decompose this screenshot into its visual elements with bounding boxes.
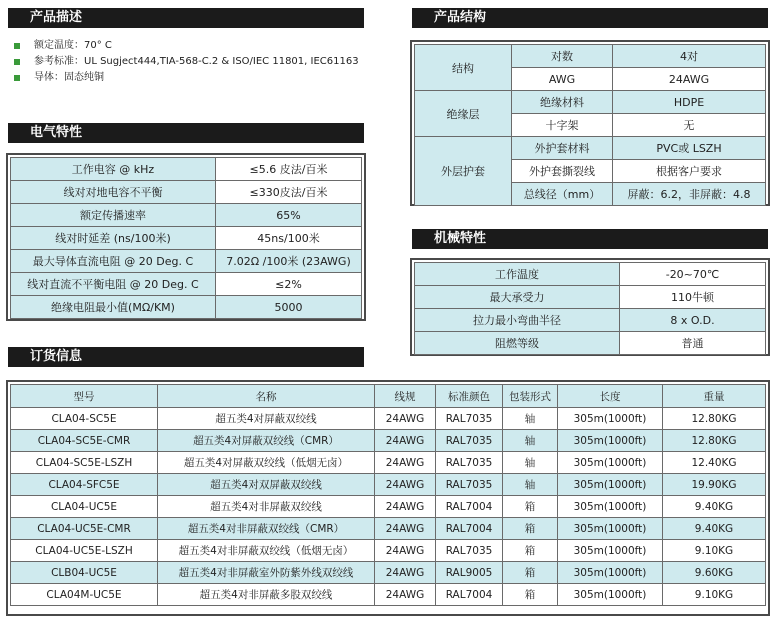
value-cell: ≤330皮法/百米 (216, 181, 362, 204)
label-cell: 额定传播速率 (11, 204, 216, 227)
group-cell: 外层护套 (415, 137, 512, 206)
group-cell: 绝缘层 (415, 91, 512, 137)
table-row (11, 181, 362, 204)
length-cell: 305m(1000ft) (558, 430, 663, 452)
length-cell: 305m(1000ft) (558, 452, 663, 474)
mechanical-title: 机械特性 (412, 229, 768, 249)
package-cell: 轴 (503, 452, 558, 474)
model-cell: CLA04-UC5E (11, 496, 158, 518)
label-cell: 阻燃等级 (415, 332, 620, 355)
gauge-cell: 24AWG (375, 430, 436, 452)
product-description-title: 产品描述 (8, 8, 364, 28)
color-cell: RAL7004 (436, 496, 503, 518)
weight-cell: 9.60KG (663, 562, 766, 584)
gauge-cell: 24AWG (375, 584, 436, 606)
bullet-icon (14, 75, 20, 81)
table-row (11, 408, 766, 430)
model-cell: CLA04M-UC5E (11, 584, 158, 606)
label-cell: 线对对地电容不平衡 (11, 181, 216, 204)
value-cell: ≤5.6 皮法/百米 (216, 158, 362, 181)
gauge-cell: 24AWG (375, 474, 436, 496)
gauge-cell: 24AWG (375, 562, 436, 584)
label-cell: 最大承受力 (415, 286, 620, 309)
model-cell: CLA04-SC5E (11, 408, 158, 430)
table-row (415, 309, 766, 332)
name-cell: 超五类4对非屏蔽双绞线（低烟无卤） (158, 540, 375, 562)
label-cell: 总线径（mm） (512, 183, 613, 206)
column-header: 重量 (663, 385, 766, 408)
order-info-title: 订货信息 (8, 347, 364, 367)
bullet-icon (14, 59, 20, 65)
mechanical-panel (410, 258, 770, 356)
list-item: 额定温度：70° C (14, 38, 359, 54)
length-cell: 305m(1000ft) (558, 474, 663, 496)
group-cell: 结构 (415, 45, 512, 91)
name-cell: 超五类4对屏蔽双绞线（CMR） (158, 430, 375, 452)
table-row (415, 91, 766, 114)
value-cell: 45ns/100米 (216, 227, 362, 250)
label-cell: AWG (512, 68, 613, 91)
package-cell: 箱 (503, 518, 558, 540)
table-row (11, 540, 766, 562)
package-cell: 轴 (503, 430, 558, 452)
length-cell: 305m(1000ft) (558, 496, 663, 518)
table-row (11, 474, 766, 496)
color-cell: RAL7035 (436, 430, 503, 452)
order-info-panel (6, 380, 770, 616)
column-header: 线规 (375, 385, 436, 408)
weight-cell: 19.90KG (663, 474, 766, 496)
table-row (415, 286, 766, 309)
value-cell: 8 x O.D. (620, 309, 766, 332)
table-row (11, 158, 362, 181)
name-cell: 超五类4对屏蔽双绞线 (158, 408, 375, 430)
label-cell: 外护套材料 (512, 137, 613, 160)
length-cell: 305m(1000ft) (558, 540, 663, 562)
table-row (11, 584, 766, 606)
electrical-table (10, 157, 362, 319)
table-row (11, 204, 362, 227)
color-cell: RAL7035 (436, 408, 503, 430)
value-cell: PVC或 LSZH (613, 137, 766, 160)
label-cell: 拉力最小弯曲半径 (415, 309, 620, 332)
label-cell: 工作温度 (415, 263, 620, 286)
table-row (415, 263, 766, 286)
package-cell: 箱 (503, 562, 558, 584)
name-cell: 超五类4对非屏蔽多股双绞线 (158, 584, 375, 606)
weight-cell: 12.40KG (663, 452, 766, 474)
weight-cell: 9.10KG (663, 540, 766, 562)
list-item: 导体：固态纯铜 (14, 70, 359, 86)
label-cell: 外护套撕裂线 (512, 160, 613, 183)
color-cell: RAL7035 (436, 540, 503, 562)
length-cell: 305m(1000ft) (558, 518, 663, 540)
table-row (11, 250, 362, 273)
gauge-cell: 24AWG (375, 496, 436, 518)
product-description-list (14, 38, 359, 86)
gauge-cell: 24AWG (375, 408, 436, 430)
weight-cell: 9.10KG (663, 584, 766, 606)
column-header: 长度 (558, 385, 663, 408)
weight-cell: 9.40KG (663, 518, 766, 540)
value-cell: 普通 (620, 332, 766, 355)
weight-cell: 12.80KG (663, 430, 766, 452)
package-cell: 箱 (503, 540, 558, 562)
length-cell: 305m(1000ft) (558, 408, 663, 430)
table-row (415, 332, 766, 355)
value-cell: -20~70℃ (620, 263, 766, 286)
value-cell: ≤2% (216, 273, 362, 296)
model-cell: CLA04-UC5E-LSZH (11, 540, 158, 562)
name-cell: 超五类4对非屏蔽双绞线 (158, 496, 375, 518)
gauge-cell: 24AWG (375, 452, 436, 474)
color-cell: RAL9005 (436, 562, 503, 584)
label-cell: 十字架 (512, 114, 613, 137)
table-row (415, 45, 766, 68)
column-header: 包装形式 (503, 385, 558, 408)
value-cell: 4对 (613, 45, 766, 68)
label-cell: 最大导体直流电阻 @ 20 Deg. C (11, 250, 216, 273)
value-cell: 屏蔽：6.2，非屏蔽：4.8 (613, 183, 766, 206)
label-cell: 绝缘材料 (512, 91, 613, 114)
model-cell: CLA04-UC5E-CMR (11, 518, 158, 540)
mechanical-table (414, 262, 766, 355)
value-cell: 根据客户要求 (613, 160, 766, 183)
value-cell: 无 (613, 114, 766, 137)
label-cell: 工作电容 @ kHz (11, 158, 216, 181)
color-cell: RAL7035 (436, 452, 503, 474)
package-cell: 轴 (503, 408, 558, 430)
table-row (11, 562, 766, 584)
name-cell: 超五类4对非屏蔽室外防紫外线双绞线 (158, 562, 375, 584)
value-cell: 110牛顿 (620, 286, 766, 309)
product-structure-panel (410, 40, 770, 206)
table-row (415, 137, 766, 160)
list-item: 参考标准：UL Sugject444,TIA-568-C.2 & ISO/IEC 11801, IEC61163 (14, 54, 359, 70)
package-cell: 箱 (503, 496, 558, 518)
table-row (11, 273, 362, 296)
value-cell: HDPE (613, 91, 766, 114)
table-header-row (11, 385, 766, 408)
package-cell: 箱 (503, 584, 558, 606)
label-cell: 绝缘电阻最小值(MΩ/KM) (11, 296, 216, 319)
table-row (11, 296, 362, 319)
column-header: 型号 (11, 385, 158, 408)
value-cell: 24AWG (613, 68, 766, 91)
electrical-title: 电气特性 (8, 123, 364, 143)
table-row (11, 452, 766, 474)
color-cell: RAL7035 (436, 474, 503, 496)
table-row (11, 496, 766, 518)
weight-cell: 9.40KG (663, 496, 766, 518)
model-cell: CLA04-SFC5E (11, 474, 158, 496)
column-header: 名称 (158, 385, 375, 408)
column-header: 标准颜色 (436, 385, 503, 408)
name-cell: 超五类4对双屏蔽双绞线 (158, 474, 375, 496)
color-cell: RAL7004 (436, 584, 503, 606)
name-cell: 超五类4对屏蔽双绞线（低烟无卤） (158, 452, 375, 474)
label-cell: 线对直流不平衡电阻 @ 20 Deg. C (11, 273, 216, 296)
gauge-cell: 24AWG (375, 540, 436, 562)
value-cell: 65% (216, 204, 362, 227)
name-cell: 超五类4对非屏蔽双绞线（CMR） (158, 518, 375, 540)
electrical-panel (6, 153, 366, 321)
length-cell: 305m(1000ft) (558, 584, 663, 606)
length-cell: 305m(1000ft) (558, 562, 663, 584)
product-structure-table (414, 44, 766, 206)
value-cell: 7.02Ω /100米 (23AWG) (216, 250, 362, 273)
value-cell: 5000 (216, 296, 362, 319)
label-cell: 对数 (512, 45, 613, 68)
color-cell: RAL7004 (436, 518, 503, 540)
order-info-table (10, 384, 766, 606)
gauge-cell: 24AWG (375, 518, 436, 540)
model-cell: CLB04-UC5E (11, 562, 158, 584)
model-cell: CLA04-SC5E-CMR (11, 430, 158, 452)
bullet-icon (14, 43, 20, 49)
table-row (11, 430, 766, 452)
weight-cell: 12.80KG (663, 408, 766, 430)
product-structure-title: 产品结构 (412, 8, 768, 28)
package-cell: 轴 (503, 474, 558, 496)
table-row (11, 518, 766, 540)
label-cell: 线对时延差 (ns/100米) (11, 227, 216, 250)
model-cell: CLA04-SC5E-LSZH (11, 452, 158, 474)
table-row (11, 227, 362, 250)
